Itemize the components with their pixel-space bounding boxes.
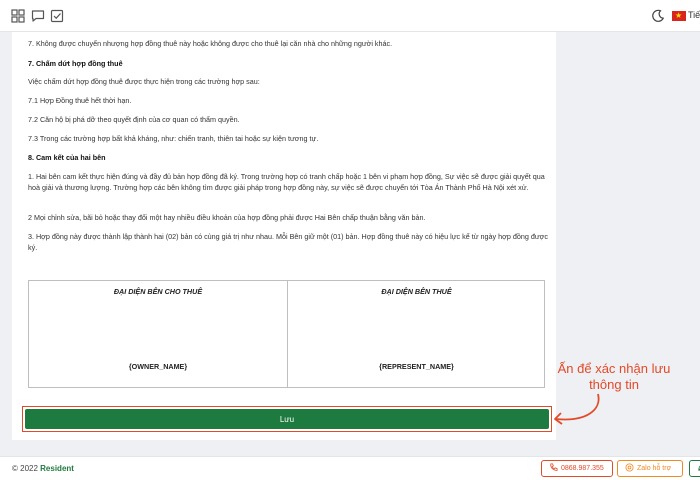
clause-7-1: 7.1 Hợp Đồng thuê hết thời hạn. [28, 96, 132, 105]
signature-table [28, 280, 545, 388]
hotline-button[interactable] [541, 460, 613, 477]
green-support-button[interactable] [689, 460, 700, 477]
save-button[interactable]: Lưu [25, 409, 549, 429]
annotation-arrow-icon [546, 392, 606, 428]
lessor-signature-cell [29, 281, 287, 387]
section-7-intro: Việc chấm dứt hợp đồng thuê được thực hiện trong các trường hợp sau: [28, 77, 260, 86]
grid-icon[interactable] [11, 9, 25, 23]
hotline-number: 0868.987.355 [561, 465, 604, 472]
brand-link[interactable]: Resident [40, 464, 74, 473]
vietnam-flag-icon[interactable]: ★ [672, 11, 686, 21]
copyright [12, 464, 74, 473]
annotation-text: Ấn để xác nhận lưu thông tin [557, 361, 671, 392]
checkbox-icon[interactable] [50, 9, 64, 23]
contract-card [12, 32, 556, 440]
tenant-title: ĐẠI DIỆN BÊN THUÊ [381, 287, 452, 296]
section-8-title: 8. Cam kết của hai bên [28, 153, 106, 162]
clause-8-2: 2 Mọi chỉnh sửa, bãi bỏ hoặc thay đổi một hay nhiều điều khoản của hợp đồng phải được Hai Bên chấp thuận bằng văn bản. [28, 213, 426, 222]
footer [0, 456, 700, 480]
zalo-support-button[interactable] [617, 460, 683, 477]
owner-name-placeholder: {OWNER_NAME} [128, 362, 188, 371]
phone-icon [549, 463, 558, 472]
lessor-title: ĐẠI DIỆN BÊN CHO THUÊ [113, 287, 203, 296]
clause-8-3: 3. Hợp đồng này được thành lập thành hai (02) bản có cùng giá trị như nhau. Mỗi Bên giữ một (01) bản. Hợp đồng thuê này có hiệu lực kể từ ngày hợp đồng được ký. [28, 232, 548, 252]
clause-7-3: 7.3 Trong các trường hợp bất khả kháng, như: chiến tranh, thiên tai hoặc sự kiện tương tự. [28, 134, 319, 143]
tenant-signature-cell [287, 281, 545, 387]
top-bar [0, 0, 700, 32]
copyright-year: © 2022 [12, 464, 38, 473]
language-label[interactable]: Tiế [688, 10, 700, 20]
moon-icon[interactable] [651, 9, 665, 23]
clause-6-7: 7. Không được chuyển nhượng hợp đồng thuê này hoặc không được cho thuê lại căn nhà cho những người khác. [28, 39, 393, 48]
clause-8-1: 1. Hai bên cam kết thực hiện đúng và đầy đủ bản hợp đồng đã ký. Trong trường hợp có tranh chấp hoặc 1 bên vi phạm hợp đồng, Sự việc sẽ được giải quyết qua hoà giải và thương lượng. Trường hợp các bên không tìm được giải pháp trong hợp đồng này, sự việc sẽ được chuyển tới Tòa Án Thành Phố Hà Nội xét xử. [28, 172, 545, 192]
represent-name-placeholder: {REPRESENT_NAME} [379, 362, 454, 371]
zalo-icon [625, 463, 634, 472]
chat-icon[interactable] [31, 9, 45, 23]
save-button-highlight [22, 406, 552, 432]
section-7-title: 7. Chấm dứt hợp đồng thuê [28, 59, 123, 68]
zalo-label: Zalo hỗ trợ [637, 465, 672, 472]
clause-7-2: 7.2 Căn hộ bị phá dỡ theo quyết định của cơ quan có thẩm quyền. [28, 115, 240, 124]
